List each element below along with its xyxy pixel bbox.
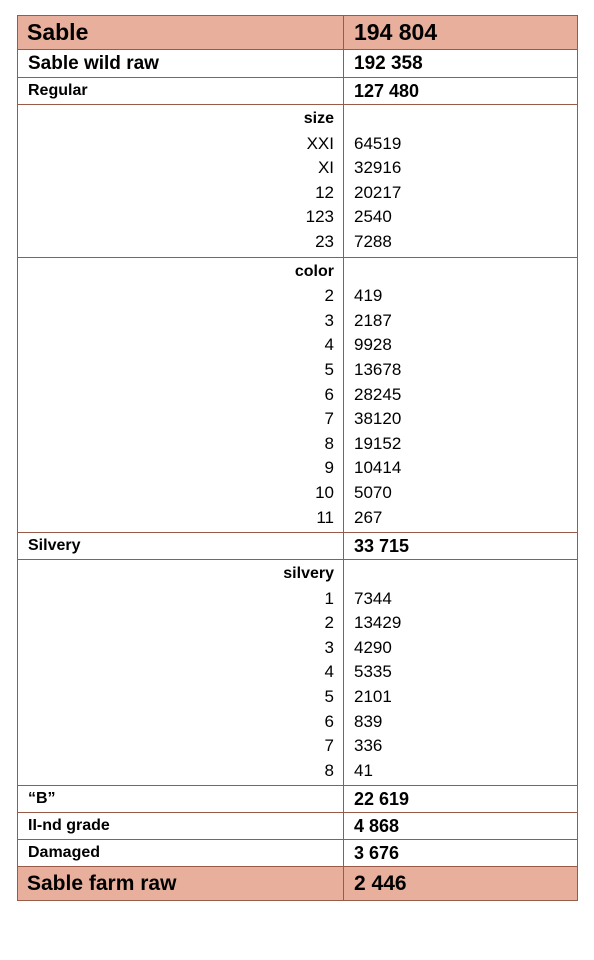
silvery-labels [18, 560, 344, 786]
regular-value: 127 480 [344, 78, 578, 105]
color-label: 3 [324, 310, 334, 330]
size-value: 20217 [354, 182, 402, 202]
silvery-label: 4 [324, 662, 334, 682]
size-label: XI [317, 158, 334, 178]
color-labels [18, 257, 344, 533]
color-label: 4 [324, 335, 334, 355]
sable-value: 194 804 [344, 16, 578, 50]
silvery-value: 13429 [354, 613, 402, 633]
color-value: 9928 [354, 335, 392, 355]
silvery-total-value: 33 715 [344, 533, 578, 560]
color-value: 419 [354, 286, 383, 306]
farm-raw-value: 2 446 [344, 867, 578, 901]
sable-label: Sable [18, 16, 344, 50]
color-value: 13678 [354, 359, 402, 379]
size-label: 23 [315, 231, 334, 251]
color-value: 267 [354, 507, 383, 527]
row-regular [18, 78, 578, 105]
b-grade-label: “B” [18, 786, 344, 813]
color-label: 6 [324, 384, 334, 404]
silvery-label: 7 [324, 736, 334, 756]
size-label: XXI [306, 133, 334, 153]
row-silvery-group [18, 560, 578, 786]
damaged-value: 3 676 [344, 840, 578, 867]
size-label: 123 [305, 207, 334, 227]
silvery-label: 5 [324, 687, 334, 707]
silvery-label: 8 [324, 760, 334, 780]
color-value: 10414 [354, 458, 402, 478]
size-header: size [303, 110, 334, 127]
silvery-header: silvery [283, 565, 334, 583]
row-farm-raw [18, 867, 578, 901]
silvery-label: 1 [324, 588, 334, 608]
color-label: 8 [324, 433, 334, 453]
color-label: 10 [315, 482, 334, 502]
color-values [344, 257, 578, 533]
silvery-value: 839 [354, 711, 383, 731]
regular-label: Regular [18, 78, 344, 105]
color-value: 28245 [354, 384, 402, 404]
farm-raw-label: Sable farm raw [18, 867, 344, 901]
color-value: 2187 [354, 310, 392, 330]
size-value: 2540 [354, 207, 392, 227]
silvery-value: 7344 [354, 588, 392, 608]
silvery-label: 6 [324, 711, 334, 731]
row-damaged [18, 840, 578, 867]
row-sable [18, 16, 578, 50]
b-grade-value: 22 619 [344, 786, 578, 813]
size-labels [18, 105, 344, 258]
wild-raw-label: Sable wild raw [18, 50, 344, 78]
silvery-total-label: Silvery [18, 533, 344, 560]
color-value: 19152 [354, 433, 402, 453]
row-second-grade [18, 813, 578, 840]
color-value: 38120 [354, 409, 402, 429]
color-label: 7 [324, 409, 334, 429]
silvery-values [344, 560, 578, 786]
damaged-label: Damaged [18, 840, 344, 867]
size-value: 7288 [354, 231, 392, 251]
silvery-label: 3 [324, 637, 334, 657]
wild-raw-value: 192 358 [344, 50, 578, 78]
color-value: 5070 [354, 482, 392, 502]
silvery-value: 4290 [354, 637, 392, 657]
color-label: 9 [324, 458, 334, 478]
color-label: 5 [324, 359, 334, 379]
size-values [344, 105, 578, 258]
row-color-group [18, 257, 578, 533]
row-silvery-total [18, 533, 578, 560]
silvery-value: 2101 [354, 687, 392, 707]
silvery-label: 2 [324, 613, 334, 633]
second-grade-value: 4 868 [344, 813, 578, 840]
silvery-value: 5335 [354, 662, 392, 682]
size-value: 32916 [354, 158, 402, 178]
size-value: 64519 [354, 133, 402, 153]
row-size-group [18, 105, 578, 258]
size-label: 12 [315, 182, 334, 202]
row-b-grade [18, 786, 578, 813]
color-label: 2 [324, 286, 334, 306]
color-header: color [294, 262, 334, 280]
color-label: 11 [316, 507, 334, 527]
silvery-value: 41 [354, 760, 373, 780]
second-grade-label: II-nd grade [18, 813, 344, 840]
sable-table [17, 15, 578, 901]
silvery-value: 336 [354, 736, 383, 756]
row-wild-raw [18, 50, 578, 78]
